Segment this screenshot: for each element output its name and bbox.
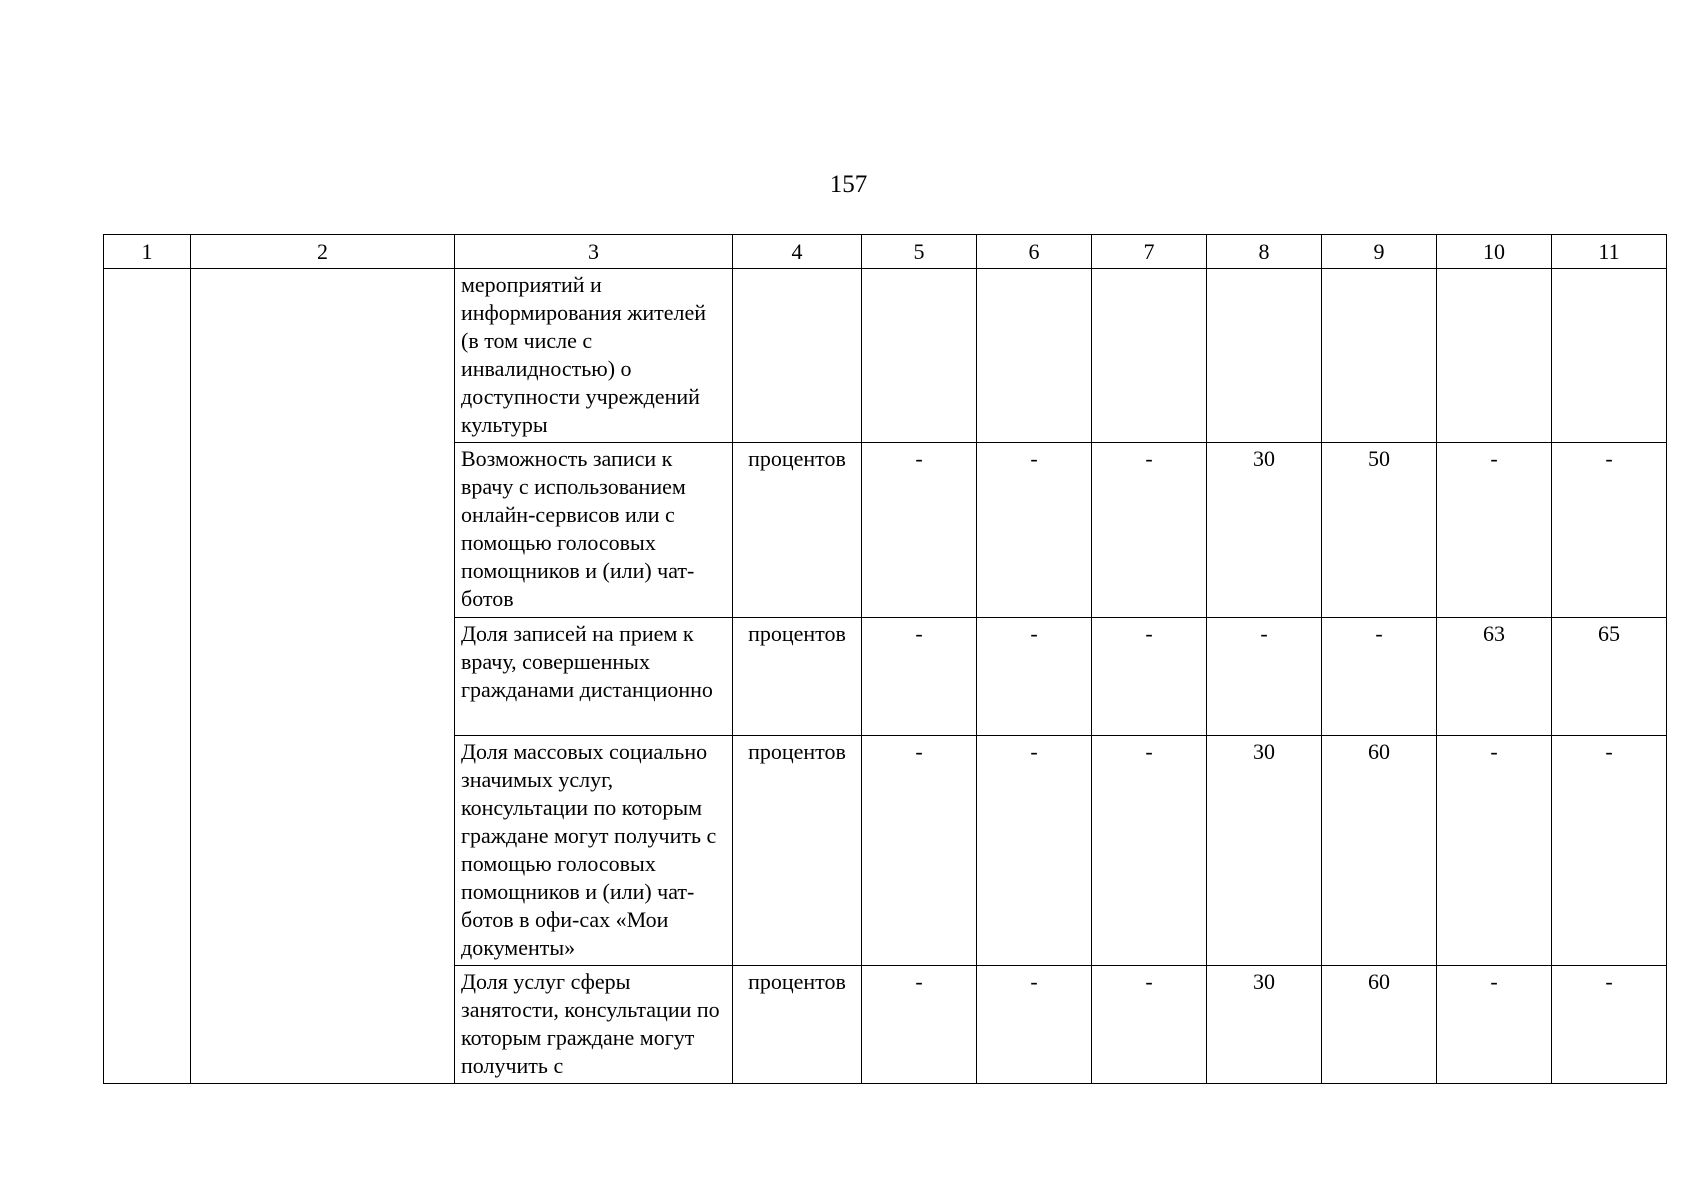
column-header-8: 8 xyxy=(1207,235,1322,269)
value-cell: 50 xyxy=(1322,443,1437,618)
value-cell: - xyxy=(1437,736,1552,966)
column-header-7: 7 xyxy=(1092,235,1207,269)
column-header-4: 4 xyxy=(733,235,862,269)
value-cell: - xyxy=(1437,443,1552,618)
indicator-table xyxy=(103,234,1667,1084)
unit-cell: процентов xyxy=(733,618,862,736)
unit-cell xyxy=(733,269,862,443)
column-header-3: 3 xyxy=(455,235,733,269)
value-cell: - xyxy=(977,736,1092,966)
value-cell: - xyxy=(977,618,1092,736)
value-cell xyxy=(1092,269,1207,443)
value-cell xyxy=(1207,269,1322,443)
value-cell: - xyxy=(1437,966,1552,1084)
unit-cell: процентов xyxy=(733,966,862,1084)
column-header-11: 11 xyxy=(1552,235,1667,269)
value-cell: 63 xyxy=(1437,618,1552,736)
value-cell xyxy=(1437,269,1552,443)
value-cell: - xyxy=(977,443,1092,618)
value-cell xyxy=(1552,269,1667,443)
value-cell xyxy=(977,269,1092,443)
value-cell: - xyxy=(862,736,977,966)
table-row xyxy=(104,269,1667,443)
column-header-10: 10 xyxy=(1437,235,1552,269)
value-cell: - xyxy=(977,966,1092,1084)
value-cell xyxy=(862,269,977,443)
column-header-9: 9 xyxy=(1322,235,1437,269)
value-cell: - xyxy=(862,618,977,736)
value-cell: 60 xyxy=(1322,966,1437,1084)
value-cell: - xyxy=(1552,966,1667,1084)
merged-cell-col-2 xyxy=(191,269,455,1084)
table-header-row xyxy=(104,235,1667,269)
value-cell: - xyxy=(1092,966,1207,1084)
indicator-description: Доля записей на прием к врачу, совершенных гражданами дистанционно xyxy=(455,618,733,736)
merged-cell-col-1 xyxy=(104,269,191,1084)
indicator-description: мероприятий и информирования жителей (в том числе с инвалидностью) о доступности учреждений культуры xyxy=(455,269,733,443)
page-number: 157 xyxy=(829,171,868,198)
value-cell: - xyxy=(1552,736,1667,966)
value-cell: - xyxy=(1322,618,1437,736)
value-cell xyxy=(1322,269,1437,443)
indicator-description: Доля массовых социально значимых услуг, консультации по которым граждане могут получить с помощью голосовых помощников и (или) чат-ботов в офи-сах «Мои документы» xyxy=(455,736,733,966)
column-header-2: 2 xyxy=(191,235,455,269)
value-cell: - xyxy=(1092,618,1207,736)
unit-cell: процентов xyxy=(733,443,862,618)
column-header-1: 1 xyxy=(104,235,191,269)
value-cell: 65 xyxy=(1552,618,1667,736)
indicator-description: Возможность записи к врачу с использованием онлайн-сервисов или с помощью голосовых помощников и (или) чат-ботов xyxy=(455,443,733,618)
value-cell: - xyxy=(862,443,977,618)
value-cell: - xyxy=(1092,736,1207,966)
value-cell: 60 xyxy=(1322,736,1437,966)
value-cell: 30 xyxy=(1207,443,1322,618)
column-header-6: 6 xyxy=(977,235,1092,269)
value-cell: 30 xyxy=(1207,736,1322,966)
indicator-description: Доля услуг сферы занятости, консультации по которым граждане могут получить с xyxy=(455,966,733,1084)
value-cell: 30 xyxy=(1207,966,1322,1084)
unit-cell: процентов xyxy=(733,736,862,966)
value-cell: - xyxy=(1207,618,1322,736)
column-header-5: 5 xyxy=(862,235,977,269)
value-cell: - xyxy=(1092,443,1207,618)
value-cell: - xyxy=(1552,443,1667,618)
value-cell: - xyxy=(862,966,977,1084)
